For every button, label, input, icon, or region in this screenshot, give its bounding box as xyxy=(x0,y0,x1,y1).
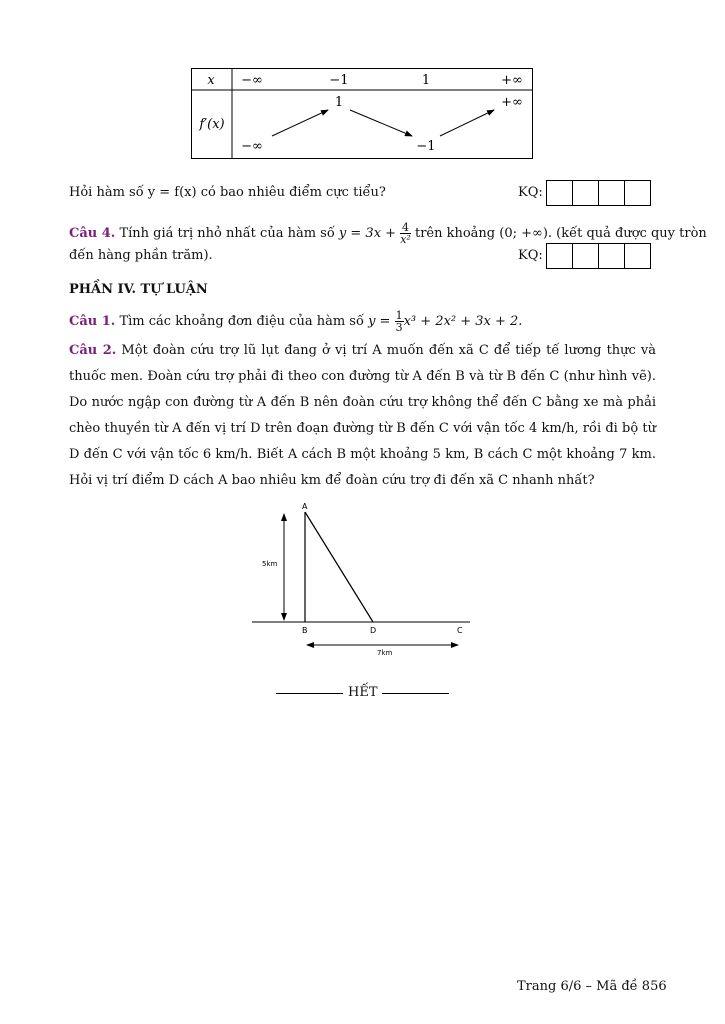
answer-boxes[interactable] xyxy=(546,243,651,269)
route-figure xyxy=(250,500,475,665)
table-arrow-up xyxy=(440,110,494,136)
point-a-label: A xyxy=(302,502,308,511)
essay-question-2 xyxy=(69,338,656,494)
table-x-value: −1 xyxy=(329,73,349,88)
table-end-value: +∞ xyxy=(501,95,523,110)
table-x-value: −∞ xyxy=(241,73,263,88)
table-row-label: f′(x) xyxy=(199,117,225,132)
question-4-label: Câu 4. xyxy=(69,226,116,241)
segment-ad xyxy=(305,512,373,622)
table-arrow-up xyxy=(272,110,328,136)
table-start-value: −∞ xyxy=(241,139,263,154)
table-peak-value: 1 xyxy=(334,95,344,110)
bc-length-label: 7km xyxy=(377,649,393,657)
end-text: HẾT xyxy=(348,685,378,700)
table-x-label: x xyxy=(207,73,215,88)
essay-question-2-label: Câu 2. xyxy=(69,343,117,358)
section-title: PHẦN IV. TỰ LUẬN xyxy=(69,282,208,297)
essay-question-1: Câu 1. Tìm các khoảng đơn điệu của hàm số y = $\frac{1}{3}$ x³ + 2x² + 3x + 2. xyxy=(69,309,523,334)
essay-question-1-text: Tìm các khoảng đơn điệu của hàm số xyxy=(119,314,364,329)
kq-label: KQ: xyxy=(518,248,543,263)
question-4-fraction: $\frac{4}{\text{x²}}$ xyxy=(400,221,411,246)
table-x-value: 1 xyxy=(421,73,431,88)
question-4-text: Tính giá trị nhỏ nhất của hàm số xyxy=(119,226,335,241)
point-b-label: B xyxy=(302,626,308,635)
page-footer: Trang 6/6 – Mã đề 856 xyxy=(517,979,667,994)
point-d-label: D xyxy=(370,626,377,635)
table-trough-value: −1 xyxy=(416,139,436,154)
answer-boxes[interactable] xyxy=(546,180,651,206)
essay-question-1-label: Câu 1. xyxy=(69,314,116,329)
question-3-text: Hỏi hàm số y = f(x) có bao nhiêu điểm cực tiểu? xyxy=(69,185,386,200)
essay-question-1-fraction: $\frac{1}{3}$ xyxy=(395,309,403,334)
essay-question-2-text: Một đoàn cứu trợ lũ lụt đang ở vị trí A muốn đến xã C để tiếp tế lương thực và thuốc men. Đoàn cứu trợ phải đi theo con đường từ A đến B và từ B đến C (như hình vẽ). Do nước ngập con đường từ A đến B nên đoàn cứu trợ không thể đến C bằng xe mà phải chèo thuyền từ A đến vị trí D trên đoạn đường từ B đến C với vận tốc 4 km/h, rồi đi bộ từ D đến C với vận tốc 6 km/h. Biết A cách B một khoảng 5 km, B cách C một khoảng 7 km. Hỏi vị trí điểm D cách A bao nhiêu km để đoàn cứu trợ đi đến xã C nhanh nhất? xyxy=(69,343,657,488)
end-rule-right xyxy=(382,693,449,694)
ab-length-label: 5km xyxy=(262,560,278,568)
question-4-text-end: đến hàng phần trăm). xyxy=(69,248,213,263)
end-rule-left xyxy=(276,693,343,694)
kq-label: KQ: xyxy=(518,185,543,200)
table-arrow-down xyxy=(350,110,412,136)
variation-table xyxy=(190,68,535,161)
question-4-text-cont: trên khoảng (0; +∞). (kết quả được quy tròn xyxy=(414,226,707,241)
question-4 xyxy=(69,222,707,245)
point-c-label: C xyxy=(457,626,463,635)
question-4-func: y = 3x + xyxy=(338,226,397,241)
table-x-value: +∞ xyxy=(501,73,523,88)
